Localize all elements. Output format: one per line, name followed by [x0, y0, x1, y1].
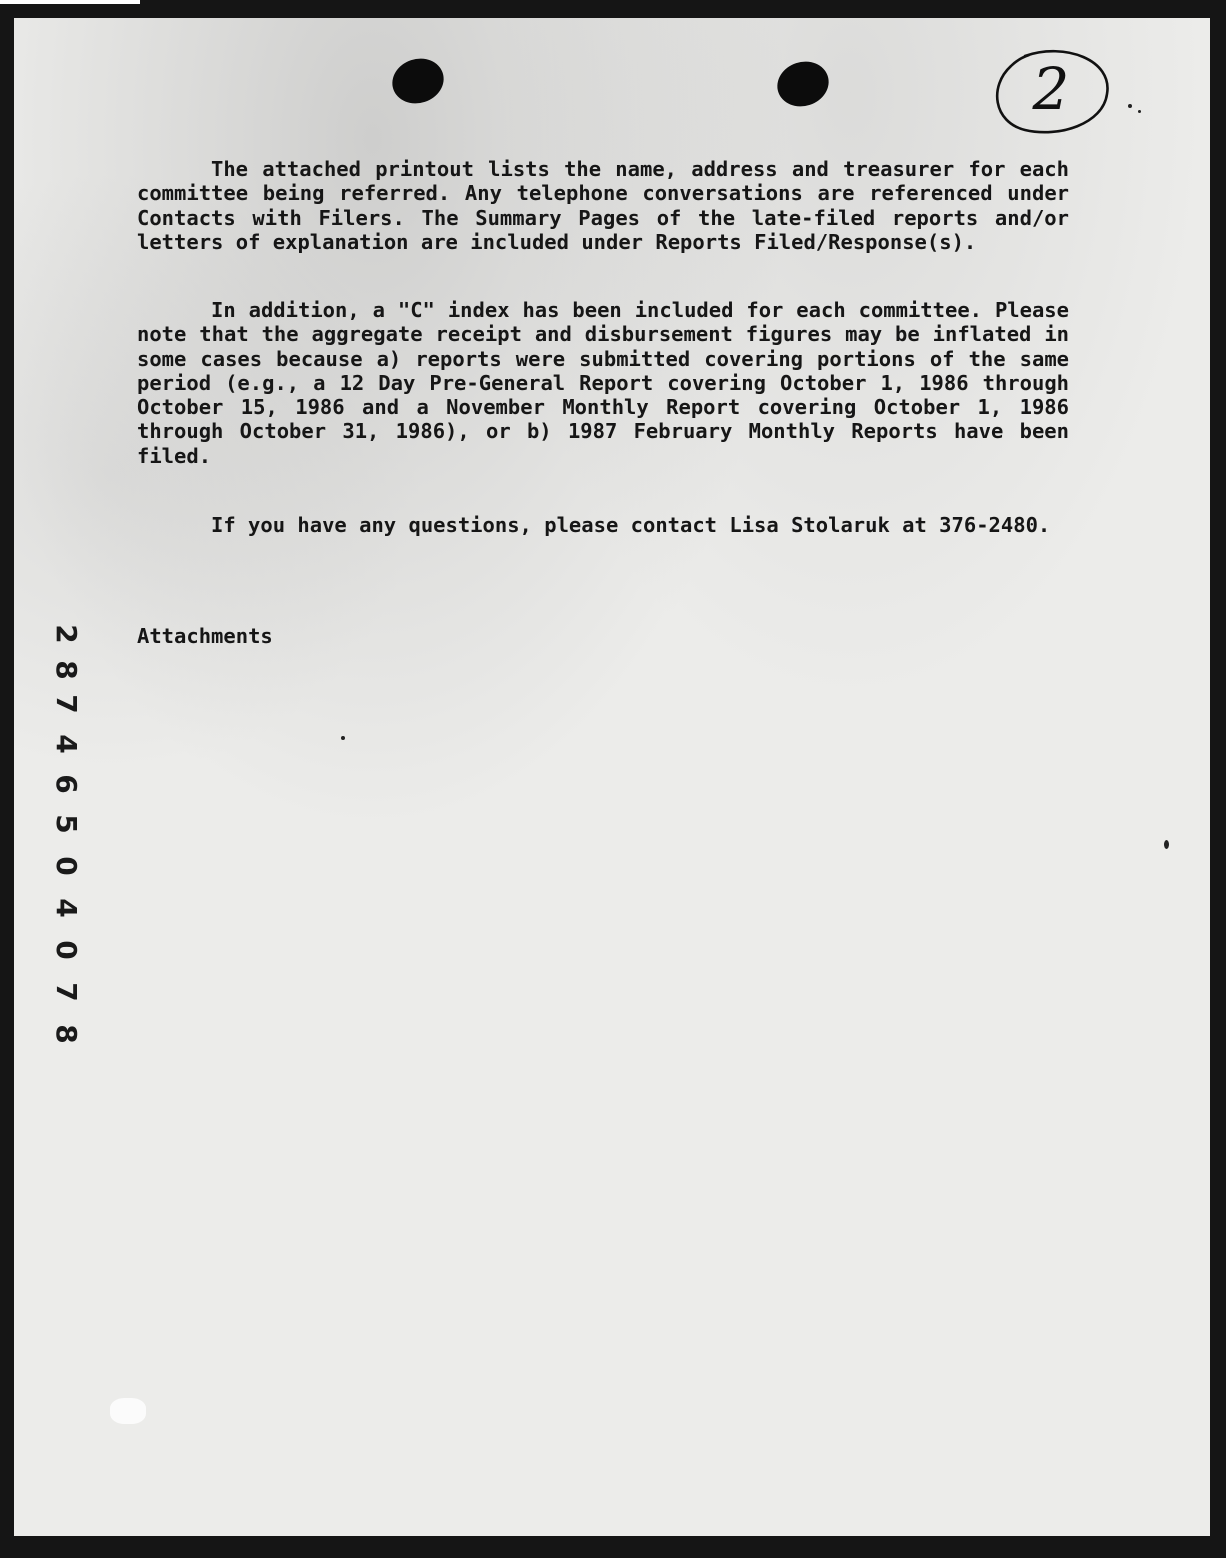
- scan-speck: [341, 736, 345, 740]
- doc-number-digit: 4: [50, 734, 83, 754]
- attachments-label: Attachments: [137, 624, 273, 648]
- doc-number-digit: 6: [50, 774, 83, 794]
- doc-number-digit: 8: [50, 1024, 83, 1044]
- paragraph-1-text: The attached printout lists the name, address and treasurer for each committee being referred. Any telephone conversations are referenced under Contacts with Filers. The Summary Pages of the late-filed reports and/or letters of explanation are included under Reports Filed/Response(s).: [137, 157, 1069, 254]
- document-page: [14, 18, 1210, 1536]
- doc-number-digit: 0: [50, 856, 83, 876]
- doc-number-digit: 5: [50, 814, 83, 834]
- punch-hole-right: [771, 55, 834, 113]
- doc-number-digit: 7: [50, 694, 83, 714]
- paragraph-3-text: If you have any questions, please contact Lisa Stolaruk at 376-2480.: [211, 513, 1051, 537]
- paragraph-c-index: [137, 298, 1069, 468]
- scan-smudge: [110, 1398, 146, 1424]
- doc-number-digit: 4: [50, 898, 83, 918]
- scan-speck: [1138, 110, 1141, 113]
- page-number: 2: [1032, 55, 1070, 123]
- doc-number-digit: 2: [50, 624, 83, 644]
- punch-hole-left: [386, 52, 449, 110]
- paragraph-2-text: In addition, a "C" index has been included for each committee. Please note that the aggregate receipt and disbursement figures may be inflated in some cases because a) reports were submitted covering portions of the same period (e.g., a 12 Day Pre-General Report covering October 1, 1986 through October 15, 1986 and a November Monthly Report covering October 1, 1986 through October 31, 1986), or b) 1987 February Monthly Reports have been filed.: [137, 298, 1069, 468]
- scan-speck: [1164, 840, 1169, 849]
- circled-page-number: [985, 46, 1117, 136]
- doc-number-digit: 7: [50, 982, 83, 1002]
- doc-number-digit: 8: [50, 660, 83, 680]
- paragraph-contact: [137, 513, 1069, 537]
- scan-corner: [0, 0, 140, 4]
- doc-number-digit: 0: [50, 940, 83, 960]
- document-control-number: [48, 616, 84, 1056]
- scan-speck: [1128, 104, 1132, 108]
- paragraph-attached-printout: [137, 157, 1069, 254]
